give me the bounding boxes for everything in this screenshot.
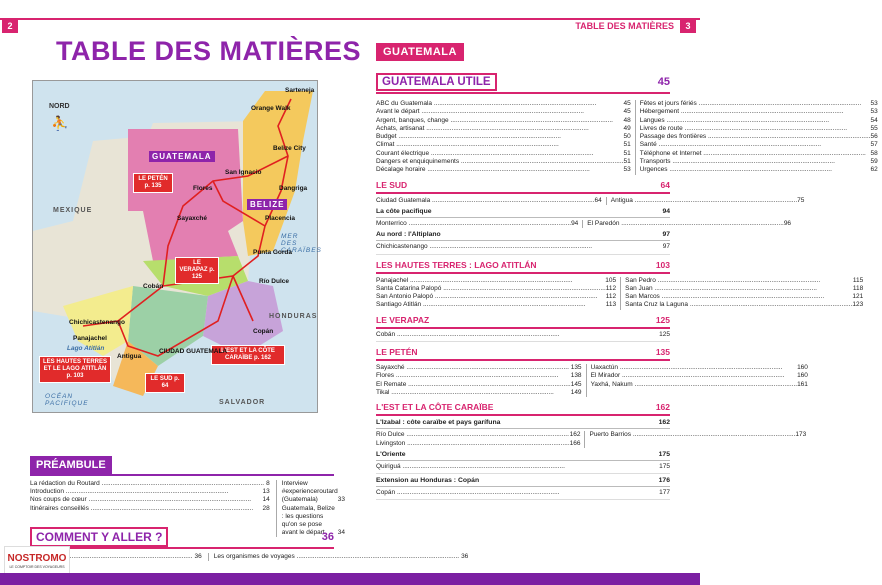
- toc-entry[interactable]: Budget ..... 50: [376, 133, 631, 141]
- toc-entry[interactable]: Guatemala, Belize : les questions qu'on se pose avant le départ 34: [281, 504, 345, 537]
- country-heading: GUATEMALA: [376, 43, 464, 61]
- city-label: Cobán: [143, 283, 164, 290]
- north-label: NORD: [49, 103, 70, 110]
- toc-entry[interactable]: San Marcos ..... 121: [625, 293, 863, 301]
- honduras-label: HONDURAS: [269, 313, 318, 320]
- toc-entry[interactable]: Santé ..... 57: [640, 141, 878, 149]
- sea-label: MER DES CARAÏBES: [281, 233, 322, 254]
- section-hautes-terres: LES HAUTES TERRES : LAGO ATITLÁN 103: [376, 260, 670, 274]
- toc-entry[interactable]: Passage des frontières ..... 56: [640, 133, 878, 141]
- city-label: Sayaxché: [177, 215, 207, 222]
- toc-entry[interactable]: Río Dulce ..... 162: [376, 431, 580, 439]
- toc-entry[interactable]: La rédaction du Routard ..... 8: [30, 480, 270, 488]
- toc-entry[interactable]: San Pedro ..... 115: [625, 277, 863, 285]
- toc-entry[interactable]: Décalage horaire ..... 53: [376, 166, 631, 174]
- toc-entry[interactable]: Cobán ..... 125: [376, 331, 670, 339]
- toc-entry[interactable]: Les organismes de voyages ..... 36: [214, 553, 469, 561]
- preambule-heading: PRÉAMBULE: [30, 456, 112, 474]
- country-guatemala: GUATEMALA: [149, 151, 215, 162]
- running-title: TABLE DES MATIÈRES: [575, 21, 674, 31]
- toc-entry[interactable]: Achats, artisanat ..... 49: [376, 125, 631, 133]
- subsection: Extension au Honduras : Copán 176: [376, 474, 670, 487]
- subsection: La côte pacifique 94: [376, 205, 670, 218]
- comment-y-aller-section: [30, 527, 469, 561]
- page-title: TABLE DES MATIÈRES: [56, 36, 362, 66]
- city-label: Punta Gorda: [253, 249, 293, 256]
- toc-entry[interactable]: Panajachel ..... 105: [376, 277, 616, 285]
- section-sud: LE SUD 64: [376, 180, 670, 194]
- toc-entry[interactable]: ..... 36: [30, 553, 202, 561]
- toc-entry[interactable]: Santa Cruz la Laguna ..... 123: [625, 301, 863, 309]
- right-page-number: 3: [680, 20, 696, 33]
- section-est: L'EST ET LA CÔTE CARAÏBE 162: [376, 402, 670, 416]
- section-peten: LE PETÉN 135: [376, 347, 670, 361]
- toc-entry[interactable]: Puerto Barrios ..... 173: [589, 431, 806, 439]
- toc-entry[interactable]: Santa Catarina Palopó ..... 112: [376, 285, 616, 293]
- city-label: San Ignacio: [225, 169, 262, 176]
- compass-icon: ⛹: [51, 115, 69, 131]
- toc-entry[interactable]: Copán ..... 177: [376, 489, 670, 497]
- mexico-label: MEXIQUE: [53, 207, 93, 214]
- toc-entry[interactable]: Itinéraires conseillés ..... 28: [30, 505, 270, 513]
- city-label: Orange Walk: [251, 105, 291, 112]
- region-hautes-tag: LES HAUTES TERRES ET LE LAGO ATITLÁN p. 103: [39, 356, 111, 383]
- toc-entry[interactable]: El Mirador ..... 160: [591, 372, 808, 380]
- preambule-section: [30, 455, 345, 537]
- toc-entry[interactable]: Dangers et enquiquinements ..... 51: [376, 158, 631, 166]
- toc-entry[interactable]: Chichicastenango ..... 97: [376, 243, 670, 251]
- toc-entry[interactable]: Climat ..... 51: [376, 141, 631, 149]
- toc-entry[interactable]: Antigua ..... 75: [611, 197, 805, 205]
- toc-entry[interactable]: Nos coups de cœur ..... 14: [30, 496, 270, 504]
- toc-entry[interactable]: Fêtes et jours fériés ..... 53: [640, 100, 878, 108]
- right-page-toc: [376, 42, 878, 500]
- toc-entry[interactable]: Livingston ..... 166: [376, 440, 580, 448]
- utile-col-1: [376, 100, 635, 175]
- city-label: CIUDAD GUATEMALA: [159, 348, 228, 355]
- toc-entry[interactable]: Langues ..... 54: [640, 117, 878, 125]
- toc-entry[interactable]: San Antonio Palopó ..... 112: [376, 293, 616, 301]
- region-map: [32, 80, 322, 413]
- toc-entry[interactable]: Interview #experienceroutard (Guatemala) 33: [281, 480, 345, 504]
- utile-col-2: [635, 100, 882, 175]
- toc-entry[interactable]: El Paredón ..... 96: [587, 220, 791, 228]
- toc-entry[interactable]: Transports ..... 59: [640, 158, 878, 166]
- toc-entry[interactable]: ABC du Guatemala ..... 45: [376, 100, 631, 108]
- left-page-number: 2: [2, 20, 18, 33]
- region-peten-tag: LE PETÉN p. 135: [133, 173, 173, 193]
- comment-page: 36: [321, 531, 334, 543]
- toc-entry[interactable]: Santiago Atitlán ..... 113: [376, 301, 616, 309]
- section-verapaz: LE VERAPAZ 125: [376, 315, 670, 329]
- subsection: L'Izabal : côte caraïbe et pays garífuna 162: [376, 416, 670, 429]
- toc-entry[interactable]: San Juan ..... 118: [625, 285, 863, 293]
- comment-heading: COMMENT Y ALLER ?: [30, 527, 168, 547]
- nostromo-logo: NOSTROMO LE COMPTOIR DES VOYAGEURS: [4, 546, 70, 574]
- guatemala-utile-header: GUATEMALA UTILE 45: [376, 72, 670, 94]
- city-label: Lago Atitlán: [67, 345, 105, 352]
- toc-entry[interactable]: Argent, banques, change ..... 48: [376, 117, 631, 125]
- city-label: Antigua: [117, 353, 142, 360]
- subsection: L'Oriente 175: [376, 448, 670, 461]
- salvador-label: SALVADOR: [219, 399, 266, 406]
- city-label: Chichicastenango: [69, 319, 125, 326]
- toc-entry[interactable]: El Remate ..... 145: [376, 381, 582, 389]
- toc-entry[interactable]: Téléphone et Internet ..... 58: [640, 150, 878, 158]
- ocean-label: OCÉAN PACIFIQUE: [45, 393, 89, 407]
- toc-entry[interactable]: Uaxactún ..... 160: [591, 364, 808, 372]
- city-label: Panajachel: [73, 335, 107, 342]
- country-belize: BELIZE: [247, 199, 287, 210]
- toc-entry[interactable]: Tikal ..... 149: [376, 389, 582, 397]
- city-label: Belize City: [273, 145, 306, 152]
- subsection: Au nord : l'Altiplano 97: [376, 228, 670, 241]
- toc-entry[interactable]: Quiriguá ..... 175: [376, 463, 670, 471]
- toc-entry[interactable]: Introduction ..... 13: [30, 488, 270, 496]
- footer-bar: [0, 573, 700, 585]
- preambule-header: [30, 455, 334, 476]
- toc-entry[interactable]: Sayaxché ..... 135: [376, 364, 582, 372]
- toc-entry[interactable]: Flores ..... 138: [376, 372, 582, 380]
- toc-entry[interactable]: Livres de route ..... 55: [640, 125, 878, 133]
- city-label: Placencia: [265, 215, 295, 222]
- toc-entry[interactable]: Yaxhá, Nakum ..... 161: [591, 381, 808, 389]
- toc-entry[interactable]: Courant électrique ..... 51: [376, 150, 631, 158]
- city-label: Copán: [253, 328, 274, 335]
- city-label: Flores: [193, 185, 213, 192]
- region-verapaz-tag: LE VERAPAZ p. 125: [175, 257, 219, 284]
- toc-entry[interactable]: Urgences ..... 62: [640, 166, 878, 174]
- toc-entry[interactable]: Monterrico ..... 94: [376, 220, 578, 228]
- toc-entry[interactable]: Hébergement ..... 53: [640, 108, 878, 116]
- region-sud-tag: LE SUD p. 64: [145, 373, 185, 393]
- city-label: Río Dulce: [259, 278, 289, 285]
- toc-entry[interactable]: Avant le départ ..... 45: [376, 108, 631, 116]
- region-est-tag: L'EST ET LA CÔTE CARAÏBE p. 162: [211, 345, 285, 365]
- toc-entry[interactable]: Ciudad Guatemala ..... 64: [376, 197, 602, 205]
- city-label: Dangriga: [279, 185, 308, 192]
- city-label: Sarteneja: [285, 87, 315, 94]
